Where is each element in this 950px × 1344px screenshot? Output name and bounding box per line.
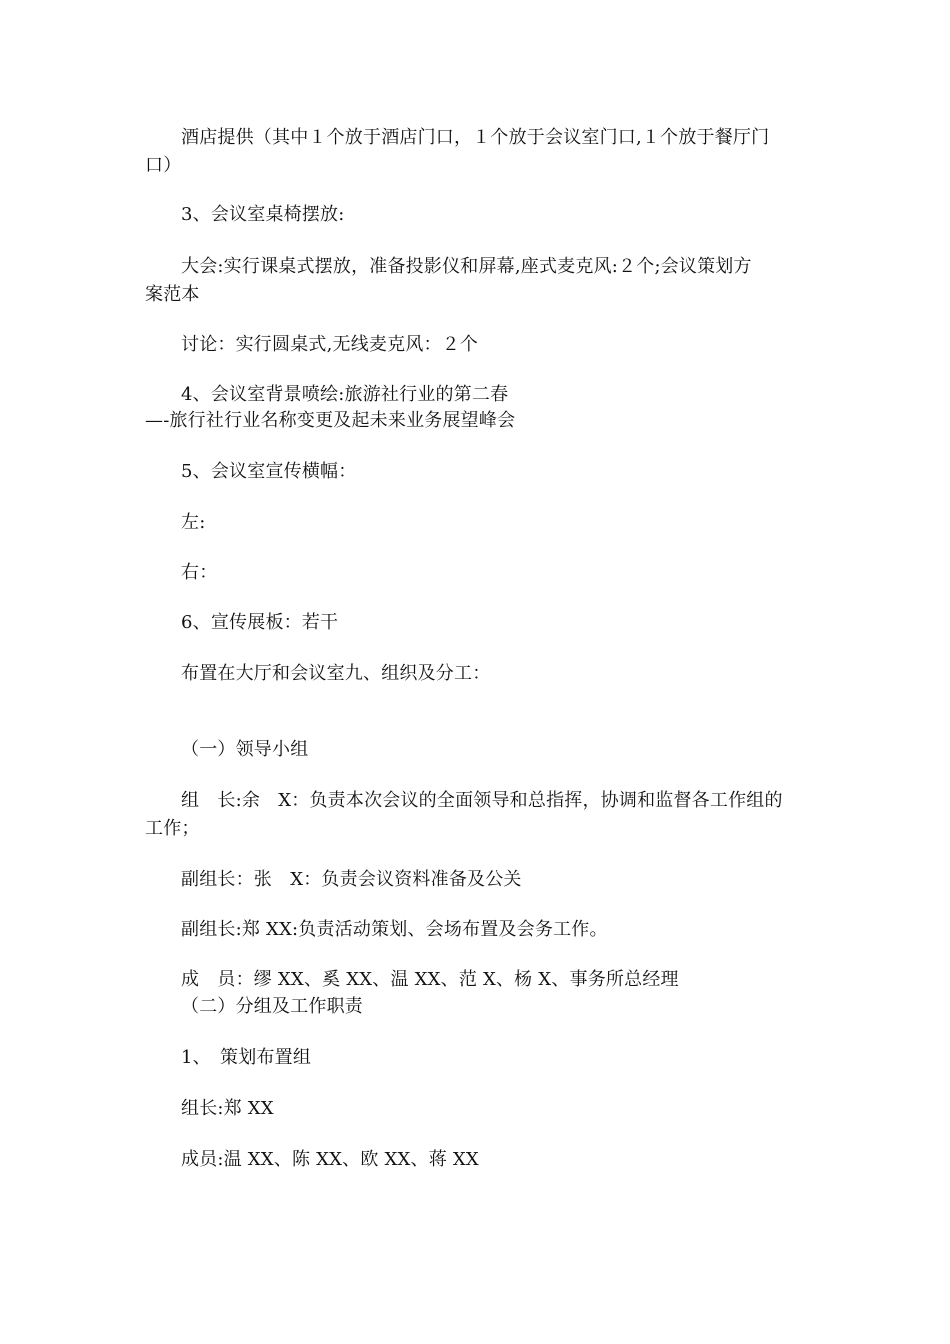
- section-heading: 1、 策划布置组: [181, 1047, 312, 1068]
- paragraph-line: 组 长:余 X：负责本次会议的全面领导和总指挥，协调和监督各工作组的: [181, 790, 783, 811]
- paragraph-line: 副组长:郑 XX:负责活动策划、会场布置及会务工作。: [181, 919, 608, 940]
- section-heading: 6、宣传展板：若干: [181, 612, 339, 633]
- paragraph-line: 成员:温 XX、陈 XX、欧 XX、蒋 XX: [181, 1149, 479, 1170]
- paragraph-line: 布置在大厅和会议室九、组织及分工：: [181, 663, 491, 684]
- paragraph-line: 工作；: [145, 818, 200, 839]
- paragraph-line: 右：: [181, 562, 218, 583]
- paragraph-line: 成 员：缪 XX、奚 XX、温 XX、范 X、杨 X、事务所总经理: [181, 969, 679, 990]
- subsection-heading: （一）领导小组: [181, 739, 309, 760]
- paragraph-line: 酒店提供（其中１个放于酒店门口，１个放于会议室门口,１个放于餐厅门: [181, 127, 770, 148]
- paragraph-line: 副组长：张 X：负责会议资料准备及公关: [181, 869, 522, 890]
- section-heading: 5、会议室宣传横幅：: [181, 461, 357, 482]
- subsection-heading: （二）分组及工作职责: [181, 996, 363, 1017]
- section-heading: 3、会议室桌椅摆放:: [181, 204, 345, 225]
- section-heading: 4、会议室背景喷绘:旅游社行业的第二春: [181, 384, 509, 405]
- paragraph-line: —-旅行社行业名称变更及起未来业务展望峰会: [145, 410, 516, 431]
- paragraph-line: 口）: [145, 155, 182, 176]
- paragraph-line: 案范本: [145, 284, 200, 305]
- paragraph-line: 讨论：实行圆桌式,无线麦克风：２个: [181, 334, 479, 355]
- paragraph-line: 左:: [181, 512, 206, 533]
- paragraph-line: 大会:实行课桌式摆放，准备投影仪和屏幕,座式麦克风:２个;会议策划方: [181, 256, 752, 277]
- paragraph-line: 组长:郑 XX: [181, 1098, 274, 1119]
